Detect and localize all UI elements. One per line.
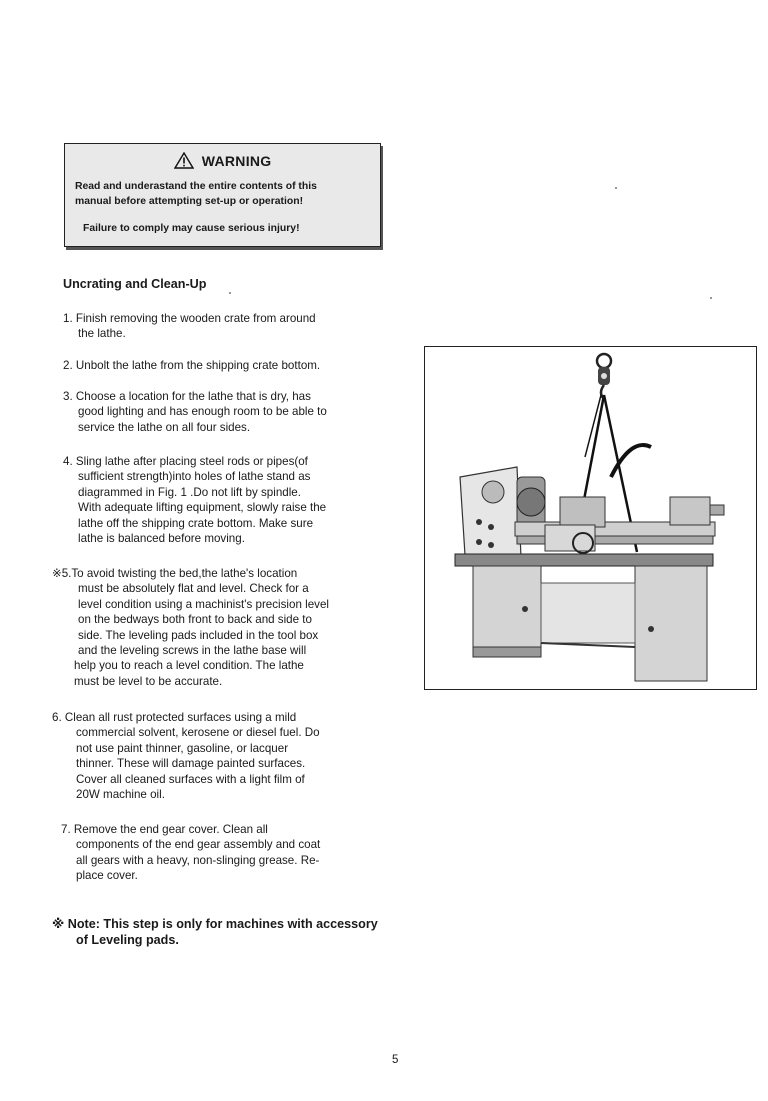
warning-triangle-icon: [174, 153, 202, 169]
step-1: [63, 311, 316, 342]
step-2: [63, 358, 320, 373]
step-line: 4. Sling lathe after placing steel rods or pipes(of: [63, 455, 308, 468]
step-line: Cover all cleaned surfaces with a light film of: [76, 772, 305, 786]
step-line: commercial solvent, kerosene or diesel fuel. Do: [76, 726, 320, 740]
warning-header: [65, 152, 380, 169]
step-line: place cover.: [76, 869, 138, 883]
step-line: good lighting and has enough room to be able to: [78, 405, 327, 419]
step-line: thinner. These will damage painted surfaces.: [76, 757, 306, 771]
step-line: sufficient strength)into holes of lathe stand as: [78, 470, 311, 484]
step-line: level condition using a machinist's precision level: [78, 597, 329, 611]
step-line: not use paint thinner, gasoline, or lacquer: [76, 741, 289, 755]
step-line: all gears with a heavy, non-slinging grease. Re-: [76, 853, 320, 867]
step-5: [52, 566, 329, 689]
step-line: and the leveling screws in the lathe base will: [78, 644, 307, 658]
note-line-2: of Leveling pads.: [76, 933, 179, 947]
step-line: With adequate lifting equipment, slowly raise the: [78, 501, 327, 515]
warning-text-line-2: manual before attempting set-up or operation!: [75, 196, 304, 207]
page-number: 5: [392, 1054, 399, 1066]
section-title: Uncrating and Clean-Up: [63, 277, 207, 291]
step-line: service the lathe on all four sides.: [78, 420, 251, 434]
step-4: [63, 454, 326, 546]
step-line: 1. Finish removing the wooden crate from around: [63, 312, 316, 325]
step-line: help you to reach a level condition. The lathe: [74, 659, 304, 673]
scan-speck: [615, 187, 617, 189]
step-line: lathe off the shipping crate bottom. Make sure: [78, 516, 314, 530]
step-line: 3. Choose a location for the lathe that is dry, has: [63, 390, 311, 403]
step-line: lathe is balanced before moving.: [78, 532, 245, 546]
warning-text-line-3: Failure to comply may cause serious injury!: [83, 223, 300, 234]
step-7: [61, 822, 320, 884]
note: [52, 916, 378, 948]
step-line: components of the end gear assembly and coat: [76, 838, 321, 852]
step-line: must be absolutely flat and level. Check for a: [78, 582, 309, 596]
scan-speck: [710, 297, 712, 299]
step-line: diagrammed in Fig. 1 .Do not lift by spindle.: [78, 485, 301, 499]
step-line: 20W machine oil.: [76, 788, 165, 802]
note-line-1: ※ Note: This step is only for machines with accessory: [52, 917, 378, 931]
step-line: 2. Unbolt the lathe from the shipping crate bottom.: [63, 359, 321, 372]
warning-text-line-1: Read and underastand the entire contents of this: [75, 181, 317, 192]
warning-title: WARNING: [201, 153, 272, 169]
warning-box: [64, 143, 381, 247]
lathe-on-stand-hoist-illustration: [425, 347, 756, 689]
lathe-figure: [424, 346, 757, 690]
step-line: the lathe.: [78, 327, 126, 341]
step-6: [52, 710, 320, 802]
step-3: [63, 389, 327, 435]
step-line: on the bedways both front to back and side to: [78, 613, 312, 627]
step-line: 7. Remove the end gear cover. Clean all: [61, 823, 268, 836]
step-line: 6. Clean all rust protected surfaces using a mild: [52, 711, 297, 724]
step-line: side. The leveling pads included in the tool box: [78, 628, 319, 642]
scan-speck: [229, 292, 231, 294]
step-line: must be level to be accurate.: [74, 674, 223, 688]
step-line: ※5.To avoid twisting the bed,the lathe's location: [52, 567, 298, 580]
